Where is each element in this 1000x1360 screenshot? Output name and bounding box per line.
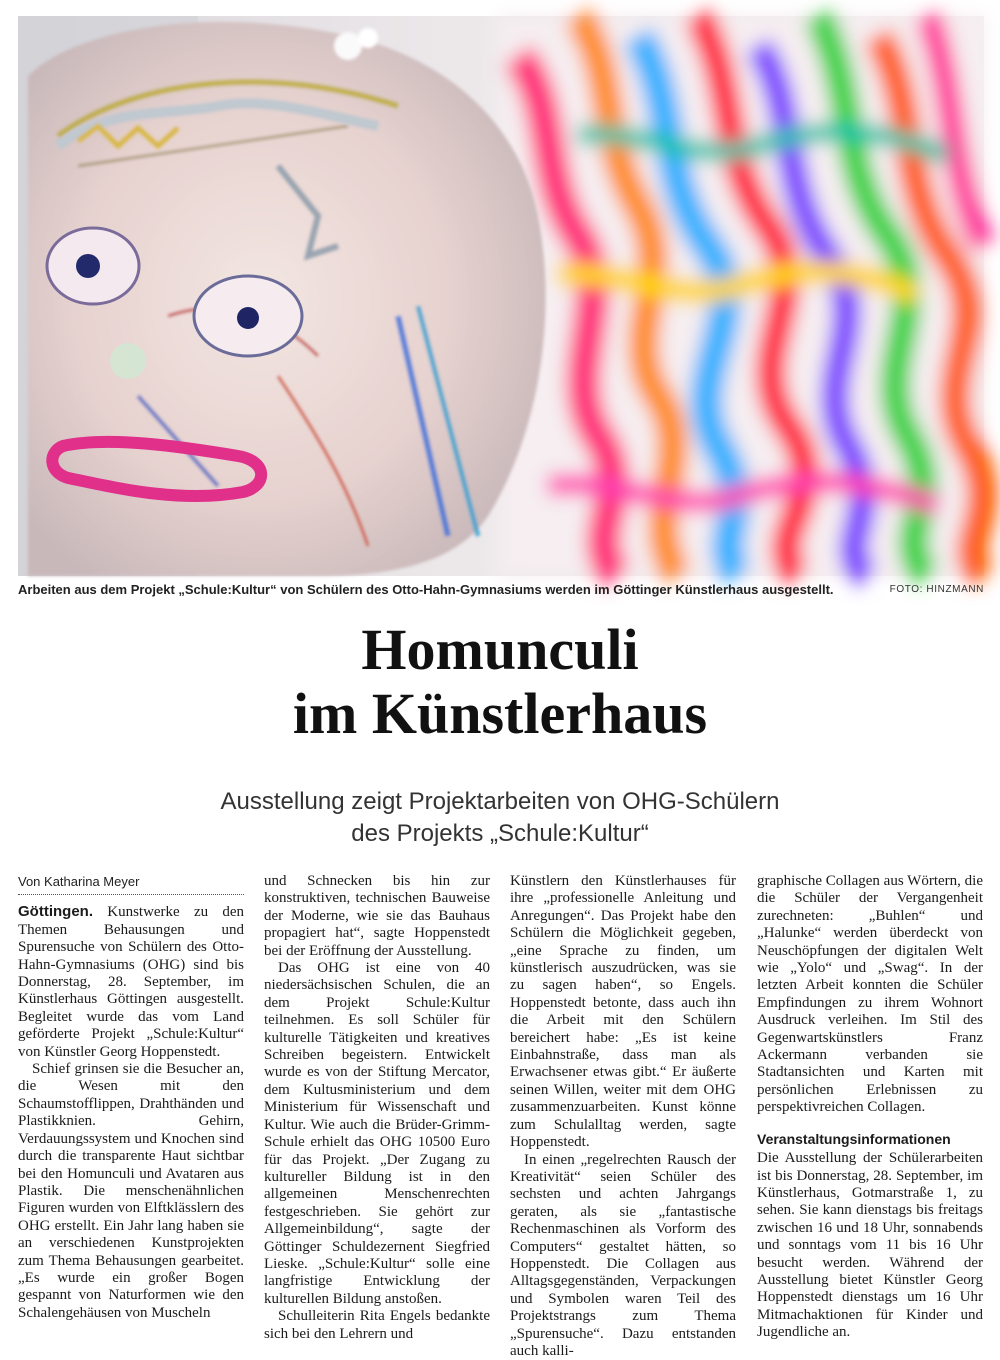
info-heading: Veranstaltungsinformationen <box>757 1131 983 1148</box>
article-column-4 <box>757 873 983 1293</box>
article-photo <box>18 16 984 576</box>
subheadline <box>0 786 1000 850</box>
paragraph: Künstlern den Künstlerhauses für ihre „professionelle Anleitung und Anregungen“. Das Projekt habe den Schülern die Möglichkeit gegeben, „eine Sprache zu finden, um künstlerisch auszudrücken, was sie zu sagen haben“, so Engels. Hoppenstedt betonte, dass auch ihn die Arbeit mit den Schülern bereichert habe: „Es ist keine Einbahnstraße, dass man als Erwachsener etwas gibt.“ Er äußerte seinen Willen, weiter mit dem OHG zusammenzuarbeiten. Kunst könne zum Schulalltag werden, sagte Hoppenstedt. <box>510 873 736 1152</box>
paragraph: Schulleiterin Rita Engels bedankte sich bei den Lehrern und <box>264 1308 490 1343</box>
paragraph: Schief grinsen sie die Besucher an, die Wesen mit den Schaumstofflippen, Drahthänden und Plastikknien. Gehirn, Verdauungssystem und Knochen sind durch die transparente Haut sichtbar bei den Homunculi und Avataren aus Plastik. Die menschenähnlichen Figuren wurden von Elftklässlern des OHG erstellt. Ein Jahr lang haben sie an verschiedenen Kunstprojekten zum Thema Behausungen gearbeitet. „Es wurde ein großer Bogen gespannt von Naturformen wie den Schalengehäusen von Muscheln <box>18 1061 244 1322</box>
headline <box>0 618 1000 746</box>
paragraph: graphische Collagen aus Wörtern, die die Schüler der Vergangenheit zurechneten: „Buhlen“ und „Halunke“ werden überdeckt von Neuschöpfungen der digitalen Welt wie „Yolo“ und „Swag“. In der letzten Arbeit konnten die Schüler Empfindungen zu ihrem Wohnort Ausdruck verleihen. Im Stil des Gegenwartskünstlers Franz Ackermann verbanden sie Stadtansichten und Karten mit persönlichen Erlebnissen zu perspektivreichen Collagen. <box>757 873 983 1117</box>
photo-credit: FOTO: HINZMANN <box>890 584 984 595</box>
byline: Von Katharina Meyer <box>18 873 244 895</box>
subheadline-line-1: Ausstellung zeigt Projektarbeiten von OHG-Schülern <box>0 786 1000 818</box>
paragraph <box>18 903 244 1061</box>
paragraph: und Schnecken bis hin zur konstruktiven, technischen Bauweise der Moderne, wie sie das Bauhaus propagiert hat“, sagte Hoppenstedt bei der Eröffnung der Ausstellung. <box>264 873 490 960</box>
paragraph: In einen „regelrechten Rausch der Kreativität“ seien Schüler des sechsten und achten Jahrgangs geraten, als sie „fantastische Rechenmaschinen als Vorform des Computers“ gestaltet hätten, so Hoppenstedt. Die Collagen aus Alltagsgegenständen, Verpackungen und Symbolen waren Teil des Projektstrangs zum Thema „Spurensuche“. Dazu entstanden auch kalli- <box>510 1152 736 1360</box>
article-column-1 <box>18 873 244 1293</box>
paragraph: Die Ausstellung der Schülerarbeiten ist bis Donnerstag, 28. September, im Künstlerhaus, Gotmarstraße 1, zu sehen. Sie kann dienstags bis freitags zwischen 16 und 18 Uhr, sonnabends und sonntags vom 11 bis 16 Uhr besucht werden. Während der Ausstellung bietet Künstler Georg Hoppenstedt dienstags um 16 Uhr Mitmachaktionen für Kinder und Jugendliche an. <box>757 1150 983 1341</box>
photo-collage-mask <box>18 16 984 576</box>
paragraph: Das OHG ist eine von 40 niedersächsischen Schulen, die an dem Projekt Schule:Kultur teilnehmen. Es soll Schüler für kulturelle Tätigkeiten und kreatives Schreiben begeistern. Entwickelt wurde es von der Stiftung Mercator, dem Kultusministerium und dem Ministerium für Wissenschaft und Kultur. Wie auch die Brüder-Grimm-Schule erhielt das OHG 10500 Euro für das Projekt. „Der Zugang zu kultureller Bildung ist in den allgemeinen Menschenrechten festgeschrieben. Sie gehört zur Allgemeinbildung“, sagte der Göttinger Schuldezernent Siegfried Lieske. „Schule:Kultur“ solle eine langfristige Entwicklung der kulturellen Bildung anstoßen. <box>264 960 490 1308</box>
caption-row <box>18 580 984 600</box>
subheadline-line-2: des Projekts „Schule:Kultur“ <box>0 818 1000 850</box>
headline-line-1: Homunculi <box>0 618 1000 682</box>
paragraph-text: Kunstwerke zu den Themen Behausungen und Spurensuche von Schülern des Otto-Hahn-Gymnasiums (OHG) sind bis Donnerstag, 28. September, im Künstlerhaus Göttingen ausgestellt. Begleitet wurde das vom Land geförderte Projekt „Schule:Kultur“ von Künstler Georg Hoppenstedt. <box>18 904 244 1059</box>
article-column-2 <box>264 873 490 1293</box>
photo-caption: Arbeiten aus dem Projekt „Schule:Kultur“ von Schülern des Otto-Hahn-Gymnasiums werden im Göttinger Künstlerhaus ausgestellt. <box>18 582 834 597</box>
headline-line-2: im Künstlerhaus <box>0 682 1000 746</box>
article-column-3 <box>510 873 736 1293</box>
dateline: Göttingen. <box>18 903 93 920</box>
